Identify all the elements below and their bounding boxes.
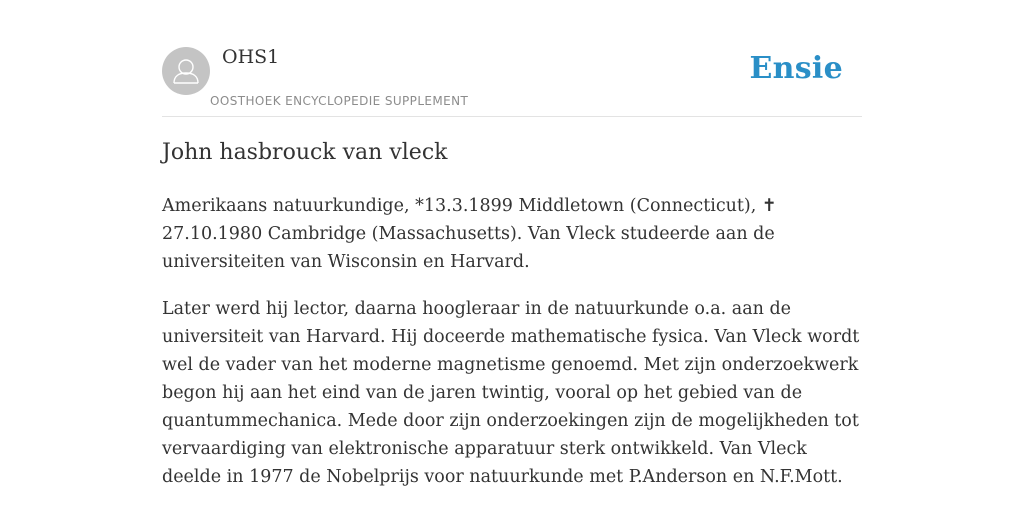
entry-card: [162, 0, 862, 487]
source-label[interactable]: OOSTHOEK ENCYCLOPEDIE SUPPLEMENT: [210, 94, 469, 108]
entry-paragraph: Later werd hij lector, daarna hoogleraar in de natuurkunde o.a. aan de universiteit van Harvard. Hij doceerde mathematische fysica. Van Vleck wordt wel de vader van het moderne magnetisme genoemd. Met zijn onderzoekwerk begon hij aan het eind van de jaren twintig, vooral op het gebied van de quantummechanica. Mede door zijn onderzoekingen zijn de mogelijkheden tot vervaardiging van elektronische apparatuur sterk ontwikkeld. Van Vleck deelde in 1977 de Nobelprijs voor natuurkunde met P.Anderson en N.F.Mott.: [162, 299, 860, 487]
brand-logo[interactable]: Ensie: [749, 51, 843, 86]
avatar[interactable]: [162, 47, 210, 95]
username[interactable]: OHS1: [222, 46, 280, 68]
entry-paragraph: Amerikaans natuurkundige, *13.3.1899 Middletown (Connecticut), ✝ 27.10.1980 Cambridge (Massachusetts). Van Vleck studeerde aan de universiteiten van Wisconsin en Harvard.: [162, 196, 777, 272]
entry-header: [162, 0, 862, 117]
entry-title: John hasbrouck van vleck: [162, 140, 448, 165]
user-icon: [162, 47, 210, 95]
